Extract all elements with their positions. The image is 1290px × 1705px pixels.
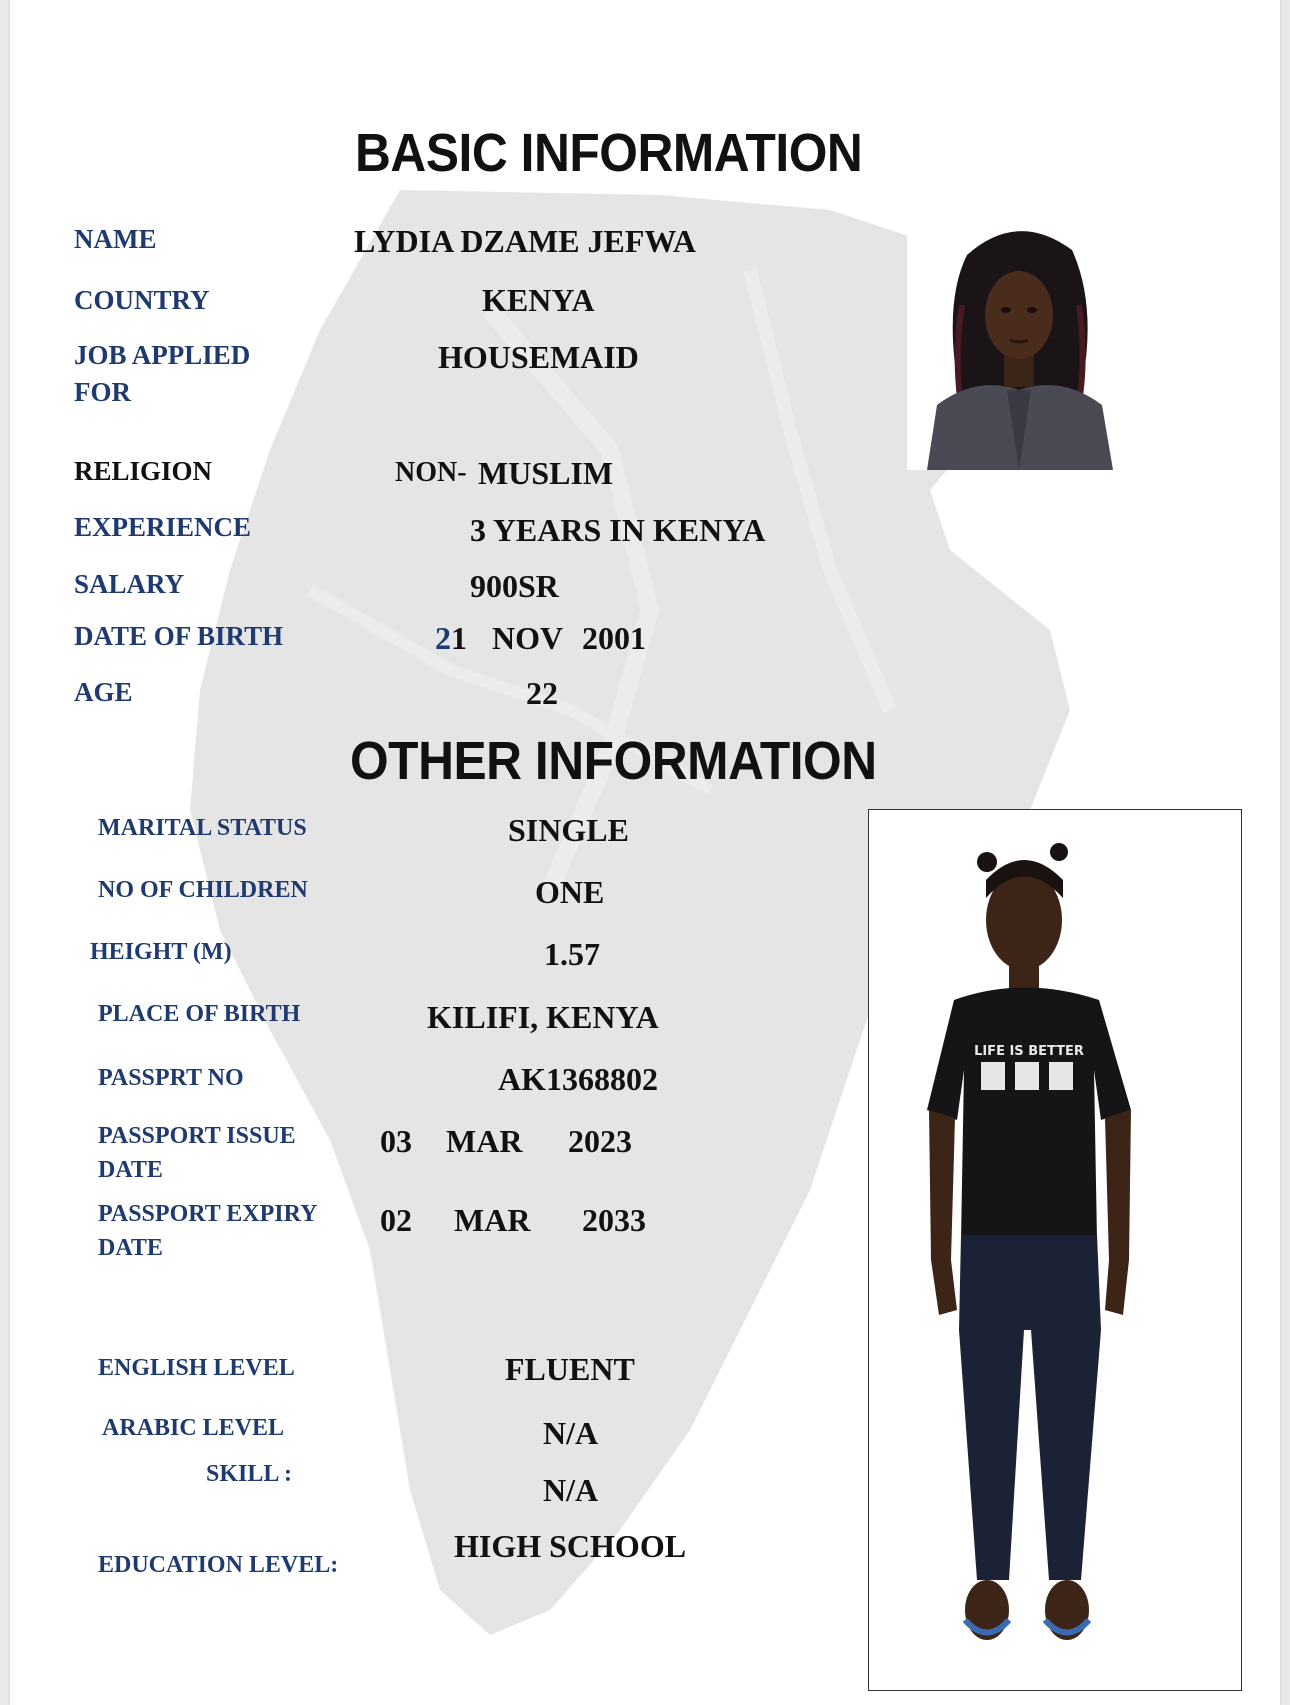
arabic-level-value: N/A (543, 1415, 599, 1451)
passport-issue-year: 2023 (568, 1123, 632, 1159)
passport-expiry-day: 02 (380, 1202, 412, 1238)
portrait-photo-illustration (907, 215, 1133, 470)
english-level-value: FLUENT (505, 1351, 635, 1387)
job-label-line1: JOB APPLIED (74, 340, 251, 370)
skill-label: SKILL : (206, 1461, 293, 1487)
basic-information-heading: BASIC INFORMATION (355, 123, 863, 183)
age-label: AGE (74, 677, 133, 707)
full-body-photo (868, 809, 1242, 1691)
english-level-label: ENGLISH LEVEL (98, 1355, 295, 1381)
marital-status-value: SINGLE (508, 812, 629, 848)
dob-label: DATE OF BIRTH (74, 621, 284, 651)
religion-value-prefix: NON- (395, 457, 467, 488)
education-level-value: HIGH SCHOOL (454, 1528, 687, 1564)
passport-issue-day: 03 (380, 1123, 412, 1159)
job-value: HOUSEMAID (438, 339, 639, 375)
portrait-photo (907, 215, 1133, 470)
place-of-birth-label: PLACE OF BIRTH (98, 1001, 301, 1027)
passport-expiry-label-line2: DATE (98, 1235, 163, 1261)
passport-expiry-year: 2033 (582, 1202, 646, 1238)
name-label: NAME (74, 224, 157, 254)
marital-status-label: MARITAL STATUS (98, 815, 307, 841)
passport-issue-label-line1: PASSPORT ISSUE (98, 1123, 296, 1149)
children-label: NO OF CHILDREN (98, 877, 308, 903)
passport-issue-month: MAR (446, 1123, 523, 1159)
salary-label: SALARY (74, 569, 185, 599)
shirt-text: LIFE IS BETTER (974, 1044, 1084, 1059)
dob-day-second-digit: 1 (451, 620, 467, 656)
passport-expiry-month: MAR (454, 1202, 531, 1238)
full-body-photo-illustration (869, 810, 1241, 1690)
country-value: KENYA (482, 282, 595, 318)
skill-value: N/A (543, 1472, 599, 1508)
country-label: COUNTRY (74, 285, 210, 315)
place-of-birth-value: KILIFI, KENYA (427, 999, 659, 1035)
other-information-heading: OTHER INFORMATION (350, 731, 877, 791)
religion-value: MUSLIM (478, 455, 614, 491)
children-value: ONE (535, 874, 605, 910)
dob-year: 2001 (582, 620, 646, 656)
dob-day-first-digit: 2 (435, 620, 451, 656)
passport-expiry-label-line1: PASSPORT EXPIRY (98, 1201, 318, 1227)
arabic-level-label: ARABIC LEVEL (102, 1415, 285, 1441)
passport-no-label: PASSPRT NO (98, 1065, 244, 1091)
education-level-label: EDUCATION LEVEL: (98, 1552, 339, 1578)
dob-month: NOV (492, 620, 564, 656)
passport-issue-label-line2: DATE (98, 1157, 163, 1183)
height-label: HEIGHT (M) (90, 939, 232, 965)
passport-no-value: AK1368802 (498, 1061, 658, 1097)
name-value: LYDIA DZAME JEFWA (354, 223, 696, 259)
cv-page (10, 0, 1280, 1705)
experience-label: EXPERIENCE (74, 512, 252, 542)
job-label-line2: FOR (74, 377, 131, 407)
religion-label: RELIGION (74, 456, 213, 486)
experience-value: 3 YEARS IN KENYA (470, 512, 766, 548)
salary-value: 900SR (470, 568, 559, 604)
height-value: 1.57 (544, 936, 600, 972)
dob-day (435, 619, 467, 657)
age-value: 22 (526, 675, 558, 711)
